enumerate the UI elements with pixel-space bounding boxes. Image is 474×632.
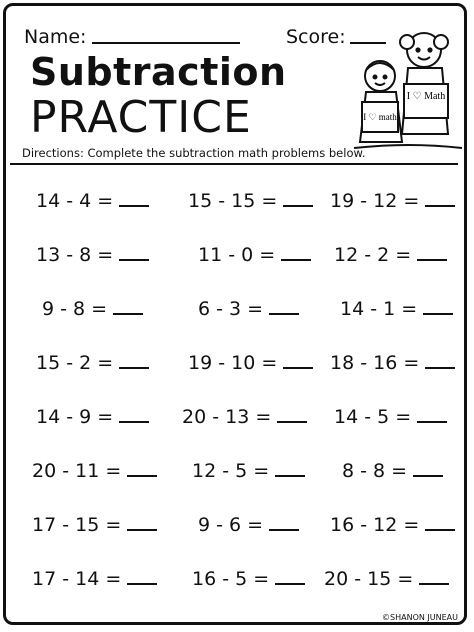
answer-blank[interactable] [127,528,157,531]
problem-row [0,460,474,490]
problem: 14 - 1 = [340,298,453,320]
problem: 17 - 14 = [32,568,157,590]
answer-blank[interactable] [113,312,143,315]
answer-blank[interactable] [425,528,455,531]
problem: 16 - 5 = [192,568,305,590]
problem: 9 - 6 = [198,514,299,536]
problem: 15 - 15 = [188,190,313,212]
answer-blank[interactable] [413,474,443,477]
title-practice: PRACTICE [30,92,252,143]
problem-row [0,298,474,328]
problem-row [0,352,474,382]
answer-blank[interactable] [277,420,307,423]
answer-blank[interactable] [425,204,455,207]
problem: 19 - 12 = [330,190,455,212]
answer-blank[interactable] [275,474,305,477]
header-divider [10,163,458,165]
answer-blank[interactable] [127,474,157,477]
score-label: Score: [286,26,346,48]
title-subtraction: Subtraction [30,50,287,94]
answer-blank[interactable] [119,366,149,369]
name-field[interactable] [92,42,240,44]
answer-blank[interactable] [423,312,453,315]
answer-blank[interactable] [127,582,157,585]
problem: 19 - 10 = [188,352,313,374]
problem: 14 - 9 = [36,406,149,428]
problem-row [0,406,474,436]
problem-row [0,190,474,220]
problem: 13 - 8 = [36,244,149,266]
problem: 14 - 4 = [36,190,149,212]
problem: 20 - 13 = [182,406,307,428]
answer-blank[interactable] [417,258,447,261]
answer-blank[interactable] [269,312,299,315]
copyright-text: ©SHANON JUNEAU [382,613,458,622]
problem: 18 - 16 = [330,352,455,374]
problem: 12 - 2 = [334,244,447,266]
answer-blank[interactable] [417,420,447,423]
answer-blank[interactable] [419,582,449,585]
problem: 9 - 8 = [42,298,143,320]
problem-grid [0,174,474,608]
problem: 6 - 3 = [198,298,299,320]
answer-blank[interactable] [281,258,311,261]
problem: 15 - 2 = [36,352,149,374]
answer-blank[interactable] [119,258,149,261]
name-label: Name: [24,26,87,48]
answer-blank[interactable] [119,420,149,423]
sign-left: I ♡ math [363,112,397,122]
sign-right: I ♡ Math [406,91,446,102]
problem: 16 - 12 = [330,514,455,536]
answer-blank[interactable] [119,204,149,207]
answer-blank[interactable] [269,528,299,531]
problem-row [0,568,474,598]
problem-row [0,514,474,544]
answer-blank[interactable] [425,366,455,369]
answer-blank[interactable] [283,204,313,207]
kids-math-clipart-icon [352,24,464,156]
problem: 17 - 15 = [32,514,157,536]
problem: 20 - 15 = [324,568,449,590]
answer-blank[interactable] [283,366,313,369]
problem: 11 - 0 = [198,244,311,266]
answer-blank[interactable] [275,582,305,585]
problem: 12 - 5 = [192,460,305,482]
problem: 14 - 5 = [334,406,447,428]
problem: 20 - 11 = [32,460,157,482]
directions-text: Directions: Complete the subtraction math problems below. [22,146,366,160]
problem: 8 - 8 = [342,460,443,482]
problem-row [0,244,474,274]
